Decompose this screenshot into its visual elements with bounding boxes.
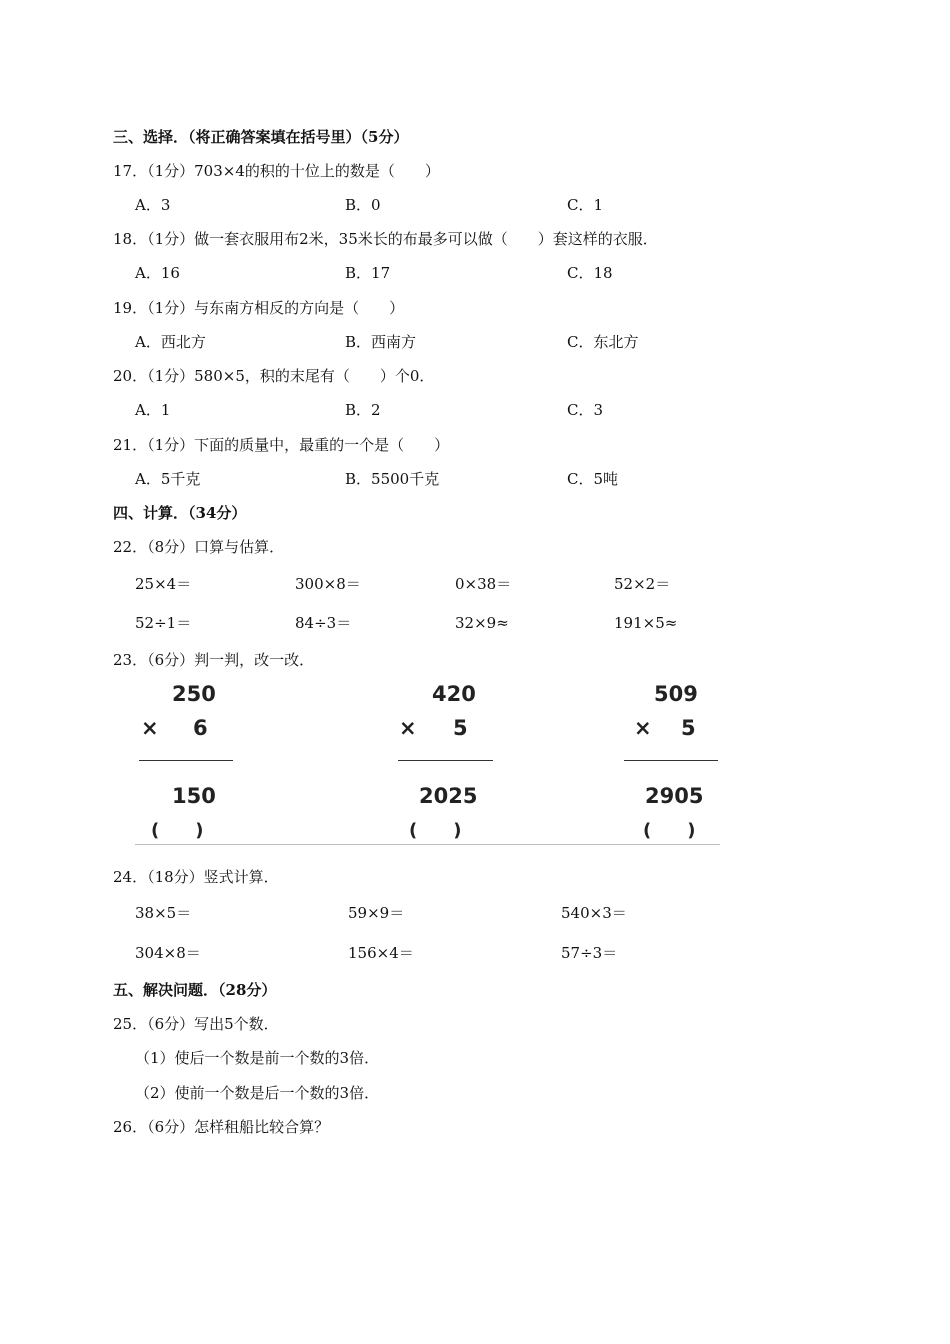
question-17-stem: 17．（1分）703×4的积的十位上的数是（ ） <box>113 162 440 180</box>
q24-item: 57÷3＝ <box>561 944 618 962</box>
problem-3-multiplier: 5 <box>681 716 696 740</box>
q22-item: 84÷3＝ <box>295 614 352 632</box>
q22-item: 25×4＝ <box>135 575 192 593</box>
vertical-multiplication-figure <box>135 678 720 845</box>
question-25-stem: 25．（6分）写出5个数． <box>113 1015 279 1033</box>
question-24-stem: 24．（18分）竖式计算． <box>113 868 279 886</box>
question-20-option-a: A．1 <box>135 401 171 419</box>
question-19-option-a: A．西北方 <box>135 333 206 351</box>
question-17-option-a: A．3 <box>135 196 171 214</box>
problem-3-multiply-sign: × <box>634 716 652 740</box>
question-19-option-c: C．东北方 <box>567 333 639 351</box>
question-18-stem: 18．（1分）做一套衣服用布2米，35米长的布最多可以做（ ）套这样的衣服． <box>113 230 658 248</box>
problem-2-rule <box>398 760 493 761</box>
problem-1-result: 150 <box>172 784 216 808</box>
question-21-stem: 21．（1分）下面的质量中，最重的一个是（ ） <box>113 436 450 454</box>
problem-2-multiply-sign: × <box>399 716 417 740</box>
question-20-option-b: B．2 <box>345 401 381 419</box>
section-heading-problem-solving: 五、解决问题．（28分） <box>113 981 277 999</box>
q24-item: 156×4＝ <box>348 944 414 962</box>
problem-2-top: 420 <box>432 682 476 706</box>
section-heading-calculation: 四、计算．（34分） <box>113 504 247 522</box>
q22-item: 0×38＝ <box>455 575 512 593</box>
question-19-stem: 19．（1分）与东南方相反的方向是（ ） <box>113 299 405 317</box>
problem-3-rule <box>624 760 718 761</box>
question-17-option-b: B．0 <box>345 196 381 214</box>
question-21-option-c: C．5吨 <box>567 470 619 488</box>
problem-2-answer-parens: ( ) <box>409 820 462 841</box>
question-18-option-a: A．16 <box>135 264 180 282</box>
question-18-option-c: C．18 <box>567 264 613 282</box>
question-21-option-b: B．5500千克 <box>345 470 440 488</box>
question-18-option-b: B．17 <box>345 264 391 282</box>
question-25-sub-2: （2）使前一个数是后一个数的3倍． <box>135 1084 380 1102</box>
problem-3-top: 509 <box>654 682 698 706</box>
q22-item: 191×5≈ <box>614 614 678 632</box>
problem-2-result: 2025 <box>419 784 478 808</box>
q22-item: 52÷1＝ <box>135 614 192 632</box>
q24-item: 540×3＝ <box>561 904 627 922</box>
q22-item: 32×9≈ <box>455 614 509 632</box>
q24-item: 304×8＝ <box>135 944 201 962</box>
question-17-option-c: C．1 <box>567 196 604 214</box>
question-20-option-c: C．3 <box>567 401 604 419</box>
problem-3-answer-parens: ( ) <box>643 820 696 841</box>
q22-item: 52×2＝ <box>614 575 671 593</box>
problem-1-multiplier: 6 <box>193 716 208 740</box>
q24-item: 59×9＝ <box>348 904 405 922</box>
question-21-option-a: A．5千克 <box>135 470 201 488</box>
section-heading-choice: 三、选择．（将正确答案填在括号里）（5分） <box>113 128 409 146</box>
question-19-option-b: B．西南方 <box>345 333 417 351</box>
problem-1-answer-parens: ( ) <box>151 820 204 841</box>
question-22-stem: 22．（8分）口算与估算． <box>113 538 285 556</box>
question-23-stem: 23．（6分）判一判，改一改． <box>113 651 315 669</box>
problem-2-multiplier: 5 <box>453 716 468 740</box>
question-25-sub-1: （1）使后一个数是前一个数的3倍． <box>135 1049 380 1067</box>
problem-1-rule <box>139 760 233 761</box>
problem-3-result: 2905 <box>645 784 704 808</box>
q24-item: 38×5＝ <box>135 904 192 922</box>
question-26-stem: 26．（6分）怎样租船比较合算？ <box>113 1118 330 1136</box>
q22-item: 300×8＝ <box>295 575 361 593</box>
problem-1-multiply-sign: × <box>141 716 159 740</box>
question-20-stem: 20．（1分）580×5，积的末尾有（ ）个0． <box>113 367 435 385</box>
problem-1-top: 250 <box>172 682 216 706</box>
